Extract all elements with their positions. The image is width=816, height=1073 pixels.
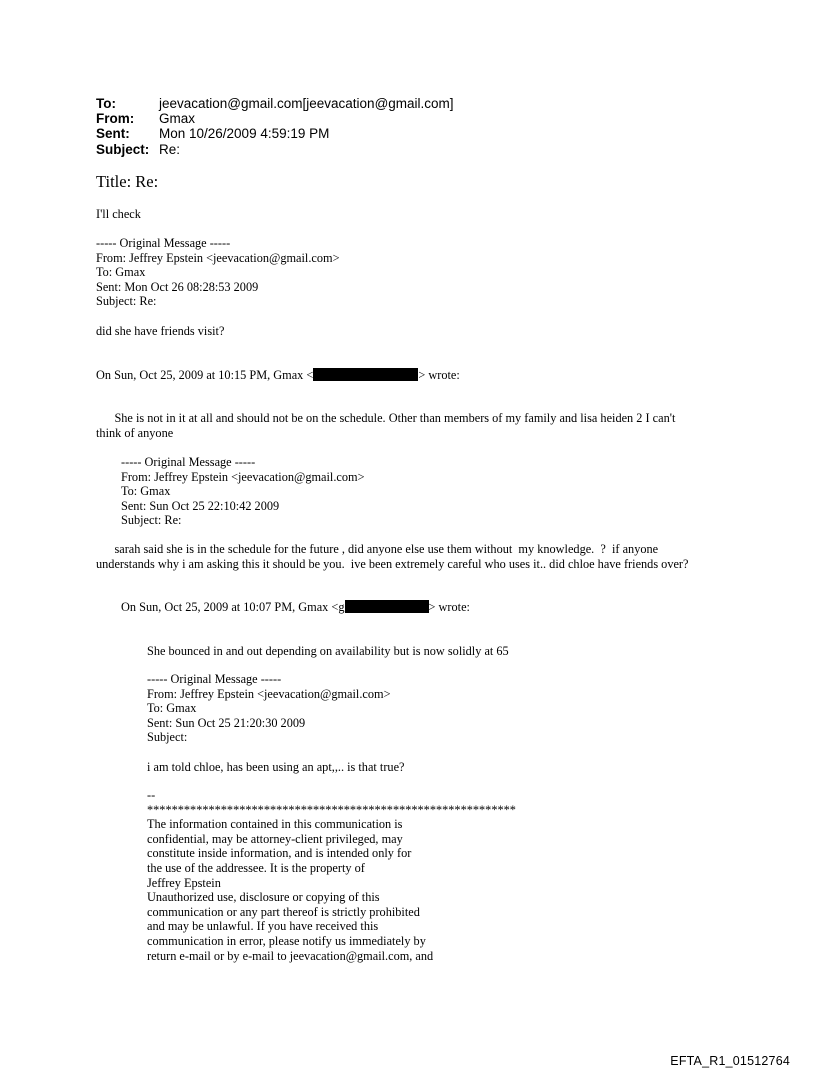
- original-message-from: From: Jeffrey Epstein <jeevacation@gmail.com>: [121, 469, 365, 484]
- notice-line: the use of the addressee. It is the property of: [147, 860, 365, 875]
- original-message-divider: ----- Original Message -----: [147, 672, 282, 686]
- original-message-subject: Subject: Re:: [96, 294, 157, 309]
- document-id-footer: EFTA_R1_01512764: [670, 1054, 790, 1068]
- signature-dashes: --: [147, 788, 156, 802]
- original-message-divider: ----- Original Message -----: [96, 236, 231, 250]
- message-paragraph-2: [96, 542, 689, 571]
- quote-attribution-1: [96, 368, 460, 383]
- from-label: From:: [96, 111, 135, 127]
- notice-line: and may be unlawful. If you have received this: [147, 919, 379, 934]
- original-message-sent: Sent: Sun Oct 25 22:10:42 2009: [121, 498, 280, 513]
- redaction-box: [313, 368, 418, 381]
- original-message-1: [96, 236, 340, 309]
- document-title: Title: Re:: [96, 172, 159, 191]
- original-message-divider: ----- Original Message -----: [121, 455, 256, 469]
- message-text-3: i am told chloe, has been using an apt,,.. is that true?: [147, 760, 405, 774]
- original-message-subject: Subject:: [147, 730, 188, 745]
- reply-paragraph-2: [96, 411, 675, 440]
- quote-attribution-suffix: > wrote:: [428, 600, 470, 614]
- sent-row: [96, 126, 454, 141]
- notice-line: constitute inside information, and is intended only for: [147, 846, 412, 861]
- from-value: Gmax: [159, 111, 196, 127]
- confidentiality-notice: [147, 788, 516, 963]
- subject-row: [96, 142, 454, 157]
- quote-attribution-prefix: On Sun, Oct 25, 2009 at 10:07 PM, Gmax <: [121, 600, 339, 614]
- original-message-to: To: Gmax: [121, 484, 171, 499]
- notice-line: communication in error, please notify us immediately by: [147, 933, 426, 948]
- original-message-to: To: Gmax: [147, 701, 197, 716]
- notice-line: confidential, may be attorney-client privileged, may: [147, 831, 403, 846]
- redaction-box: [345, 600, 429, 613]
- reply-text-3: She bounced in and out depending on availability but is now solidly at 65: [147, 644, 509, 658]
- original-message-to: To: Gmax: [96, 265, 146, 280]
- notice-line: Unauthorized use, disclosure or copying of this: [147, 890, 380, 905]
- original-message-2: [121, 455, 365, 528]
- to-label: To:: [96, 96, 116, 111]
- sent-label: Sent:: [96, 126, 130, 142]
- to-row: [96, 96, 454, 111]
- original-message-subject: Subject: Re:: [121, 513, 182, 528]
- reply-text: I'll check: [96, 207, 141, 221]
- quote-attribution-2: [121, 600, 470, 615]
- subject-label: Subject:: [96, 141, 150, 157]
- original-message-from: From: Jeffrey Epstein <jeevacation@gmail.com>: [96, 250, 340, 265]
- reply-line: think of anyone: [96, 425, 174, 440]
- notice-line: The information contained in this communication is: [147, 817, 403, 832]
- notice-line: return e-mail or by e-mail to jeevacation@gmail.com, and: [147, 948, 434, 963]
- reply-line: She is not in it at all and should not be on the schedule. Other than members of my family and lisa heiden 2 I can't: [96, 411, 676, 425]
- original-message-sent: Sent: Mon Oct 26 08:28:53 2009: [96, 279, 259, 294]
- quote-attribution-partial: g: [338, 600, 345, 614]
- subject-value: Re:: [159, 141, 181, 157]
- original-message-from: From: Jeffrey Epstein <jeevacation@gmail.com>: [147, 686, 391, 701]
- message-line: sarah said she is in the schedule for the future , did anyone else use them without my knowledge. ? if anyone: [96, 542, 659, 556]
- notice-line: Jeffrey Epstein: [147, 875, 221, 890]
- to-value: jeevacation@gmail.com[jeevacation@gmail.com]: [159, 96, 454, 111]
- sent-value: Mon 10/26/2009 4:59:19 PM: [159, 126, 330, 142]
- original-message-3: [147, 672, 391, 745]
- email-header: [96, 96, 454, 157]
- original-message-sent: Sent: Sun Oct 25 21:20:30 2009: [147, 715, 306, 730]
- notice-line: communication or any part thereof is strictly prohibited: [147, 904, 420, 919]
- from-row: [96, 111, 454, 126]
- signature-stars: ************************************************************: [147, 802, 516, 817]
- message-text: did she have friends visit?: [96, 324, 225, 338]
- quote-attribution-prefix: On Sun, Oct 25, 2009 at 10:15 PM, Gmax <: [96, 368, 314, 382]
- message-line: understands why i am asking this it should be you. ive been extremely careful who uses it.. did chloe have friends over?: [96, 556, 689, 571]
- quote-attribution-suffix: > wrote:: [418, 368, 460, 382]
